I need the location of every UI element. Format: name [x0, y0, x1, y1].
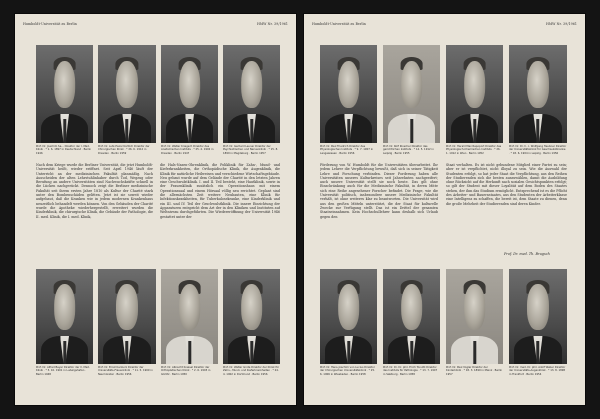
portrait-right-top-4: [509, 45, 567, 143]
caption-right-bottom-4: Prof. Dr. med. Dr. phil. Adolf Weber Direktor der Universitäts-Augenklinik · * 13. 8. 1898 in Frankfurt · Berlin 1954: [509, 366, 566, 376]
caption-right-bottom-1: Prof. Dr. Hans-Joachim von Lucius Direktor der Chirurgischen Universitätsklinik · * 25. 6. 1906 in Wiesbaden · Berlin 1958: [320, 366, 375, 376]
caption-left-bottom-3: Prof. Dr. Albrecht Kneisel Direktor der Orthopädischen Klinik · * 2. 6. 1903 in Görlitz · Berlin 1950: [161, 366, 211, 376]
caption-right-top-3: Prof. Dr. Harald Max Rapoport Direktor des Physiologisch-Chemischen Instituts · * 26. 1. 1912 in Wien · Berlin 1952: [446, 145, 502, 155]
caption-right-bottom-2: Prof. Dr. Dr. Dr. phil. Erich Tonutti Direktor des Instituts für Pathologie · * 13. 7. 1907 in Salzburg · Berlin 1958: [383, 366, 438, 376]
portrait-right-top-1: [320, 45, 377, 143]
portrait-right-bottom-2: [383, 269, 440, 364]
caption-right-top-2: Prof. Dr. Rolf Kloscher Direktor des gerichtlichen Instituts · * 14. 5. 1912 in Leipzig · Berlin 1955: [383, 145, 434, 155]
author-signature: Prof. Dr. med. Th. Brugsch: [504, 252, 550, 256]
caption-right-top-4: Prof. Dr. Dr. h. c. Wolfgang Heubner Direktor der Universitätsklinik für Geschwulstkranke · * 18. 6. 1904 in Leipzig · Berlin 1956: [509, 145, 567, 155]
caption-left-top-3: Prof. Dr. Walter Kriegsch Direktor des Anatomischen Instituts · * 25. 4. 1902 in Dresden · Berlin 1947: [161, 145, 214, 155]
caption-left-bottom-2: Prof. Dr. Ernst Kuckuck Direktor der Universitäts-Frauenklinik · * 11. 5. 1909 in Neumünster · Berlin 1956: [98, 366, 153, 376]
portrait-left-bottom-3: [161, 269, 218, 364]
caption-left-bottom-1: Prof. Dr. Alfred Beyer Direktor der II. Med. Klinik · * 3. 10. 1901 in Ludwigshafen · Berlin 1948: [36, 366, 90, 376]
caption-left-top-4: Prof. Dr. Gerhard Leuner Direktor der Psychiatrischen und Nervenklinik · * 15. 8. 1899 in Magdeburg · Berlin 1957: [223, 145, 279, 155]
caption-right-top-1: Prof. Dr. Paul Friedrich Direktor des Physiologischen Instituts · * 9. 7. 1907 in Langewiesen · Berlin 1956: [320, 145, 374, 155]
portrait-left-bottom-1: [36, 269, 93, 364]
caption-left-top-1: Prof. Dr. Joachim Sa... Direktor der I. Med. Klinik · * 1. 6. 1897 in Deutschland · Berlin 1946: [36, 145, 92, 155]
left-body-column-1: Nach dem Kriege wurde die Berliner Universität, die jetzt Humboldt-Universität heißt, wieder eröffnet. Seit April 1946 läuft der Unterricht an der medizinischen Fakultät planmäßig. Nach Ausscheiden der alten Lehrstuhlinhaber durch Tod, Wegzug oder Berufung an andere Universitäten sind Nachwuchskräfte schnell in die Lücken nachgerückt. Dennoch zeigt die Berliner medizinische Fakultät seit ihrem ersten Jahre 1810 als Kultur der Charité stark unter den Bombenschäden gelitten. Jetzt ist sie soweit wieder aufgebaut, daß die Kranken wie in jedem modernen Krankenhaus neuzeitlich behandelt werden können. Von den Gebäuden der Charité wurde die Apotheke wiederhergestellt, erweitert wurden die Kinderklinik, die chirurgische Klinik, die Gebäude der Pathologie, die II. med. Klinik, die I. med. Klinik,: [36, 163, 153, 219]
left-page-header: [23, 22, 288, 26]
right-header-title: Humboldt-Universität zu Berlin: [312, 22, 366, 26]
right-page-header: [312, 22, 577, 26]
portrait-left-top-3: [161, 45, 218, 143]
portrait-left-top-4: [223, 45, 280, 143]
right-header-issue: HMW Nr. 39/1961: [545, 22, 577, 26]
caption-left-top-2: Prof. Dr. Lutz-Heinz Kortlich Direktor der Chirurgischen Klinik · * 26. 6. 1912 in Dresden · Berlin 1959: [98, 145, 150, 155]
caption-left-bottom-4: Prof. Dr. Walter Grote Direktor der Klinik für Zahn-, Mund- und Kieferkrankheiten · * 24. 4. 1902 in Dortmund · Berlin 1956: [223, 366, 280, 376]
left-header-issue: HMW Nr. 39/1961: [256, 22, 288, 26]
portrait-right-top-2: [383, 45, 440, 143]
left-body-column-2: die Hals-Nasen-Ohrenklinik, die Poliklinik für Zahn-, Mund- und Kieferkrankheiten, die Orthopädische Klinik, die Augenklinik, die Klinik für natürliche Heilweisen und verschiedene Wirtschaftsgebäude. Neu gebaut wurde auf dem Gelände der Charité in den letzten Jahren eine Geschwulstklinik. I. und II. Teil besteht, eine Hautklinik, sowie in der Frauenklinik zusätzlich ein Operationshaus mit einem Operationssaal und einem Hörsaal völlig neu errichtet. Geplant sind die allernächsten Zeit weitere Neubauten, eine Klinik für Infektionskrankheiten, für Tuberkulosekranke, eine Kinderklinik und ein III. und IV. Teil der Geschwulstklinik. Die innere Einrichtung der Apparaturen entspricht dem Art der in den Kliniken und Instituten auf Weltniveau durchgeführten. Die Wiedereröffnung der Universität 1946 gestattet unter der: [160, 163, 280, 219]
portrait-right-bottom-1: [320, 269, 377, 364]
portrait-left-top-2: [98, 45, 156, 143]
caption-right-bottom-3: Prof. Dr. Paul Vogler Direktor der Kinderklinik · * 18. 3. 1899 in Mainz · Berlin 1957: [446, 366, 503, 376]
portrait-right-bottom-3: [446, 269, 503, 364]
portrait-left-bottom-2: [98, 269, 156, 364]
portrait-left-bottom-4: [223, 269, 280, 364]
portrait-left-top-1: [36, 45, 93, 143]
portrait-right-bottom-4: [509, 269, 567, 364]
portrait-right-top-3: [446, 45, 503, 143]
right-body-column-1: Förderung von W. Humboldt für die Universitäten überarbeitet. Ihr jedem Lehrer die Verpflichtung bewußt, daß sich in seiner Tätigkeit Lehre und Forschung verbinden. Dieser Forderung haben alle Universitäten unseres Kulturkreises seit Jahrzehnten nachgeeifert; auch unsere Universität stellt sie noch heute. Das gilt ohne Einschränkung auch für die Medizinische Fakultät, in deren Mitte sich eine Reihe angesehener Forscher befindet. Die Frage, wie die Universität politisch, insbesondere unsere Medizinische Fakultät verhält, ist ohne weiteres klar zu beantworten. Die Universität wird aus den großen Mitteln unterstützt, die der Staat für kulturelle Zwecke zur Verfügung stellt. Das ist ein Drittel der gesamten Staatseinnahmen. Kein Hochschullehrer kann deshalb sich Urlaub gegen den: [320, 163, 438, 219]
left-page: [15, 14, 296, 405]
left-header-title: Humboldt-Universität zu Berlin: [23, 22, 77, 26]
right-body-column-2: Staat verhalten. Es ist nicht gebundene Mitglied einer Partei zu sein; aber er ist verpflichtet, nicht illoyal zu sein. Wie die Auswahl der Studenten erfolgt, so hat jeder Staat die Verpflichtung, aus den Reihen der Studierenden sich die besten auszuwählen, damit die Ausbildung ohne Rücksicht auf die Herkunft nach sozialen Gesichtspunkten erfolgt; so gilt der Student mit dieser Loyalität auf dem Boden des Staates stehen, der ihm das Studium ermöglicht. Entsprechend ist es die Pflicht des Arbeiter- und Bauernstaates, aus den Studenten der Arbeiterklasse eine Intelligenz zu schaffen, die bereit ist, dem Staate zu dienen, denn die große Mehrheit der Studierenden sind deren Kinder.: [446, 163, 567, 206]
right-page: [304, 14, 585, 405]
